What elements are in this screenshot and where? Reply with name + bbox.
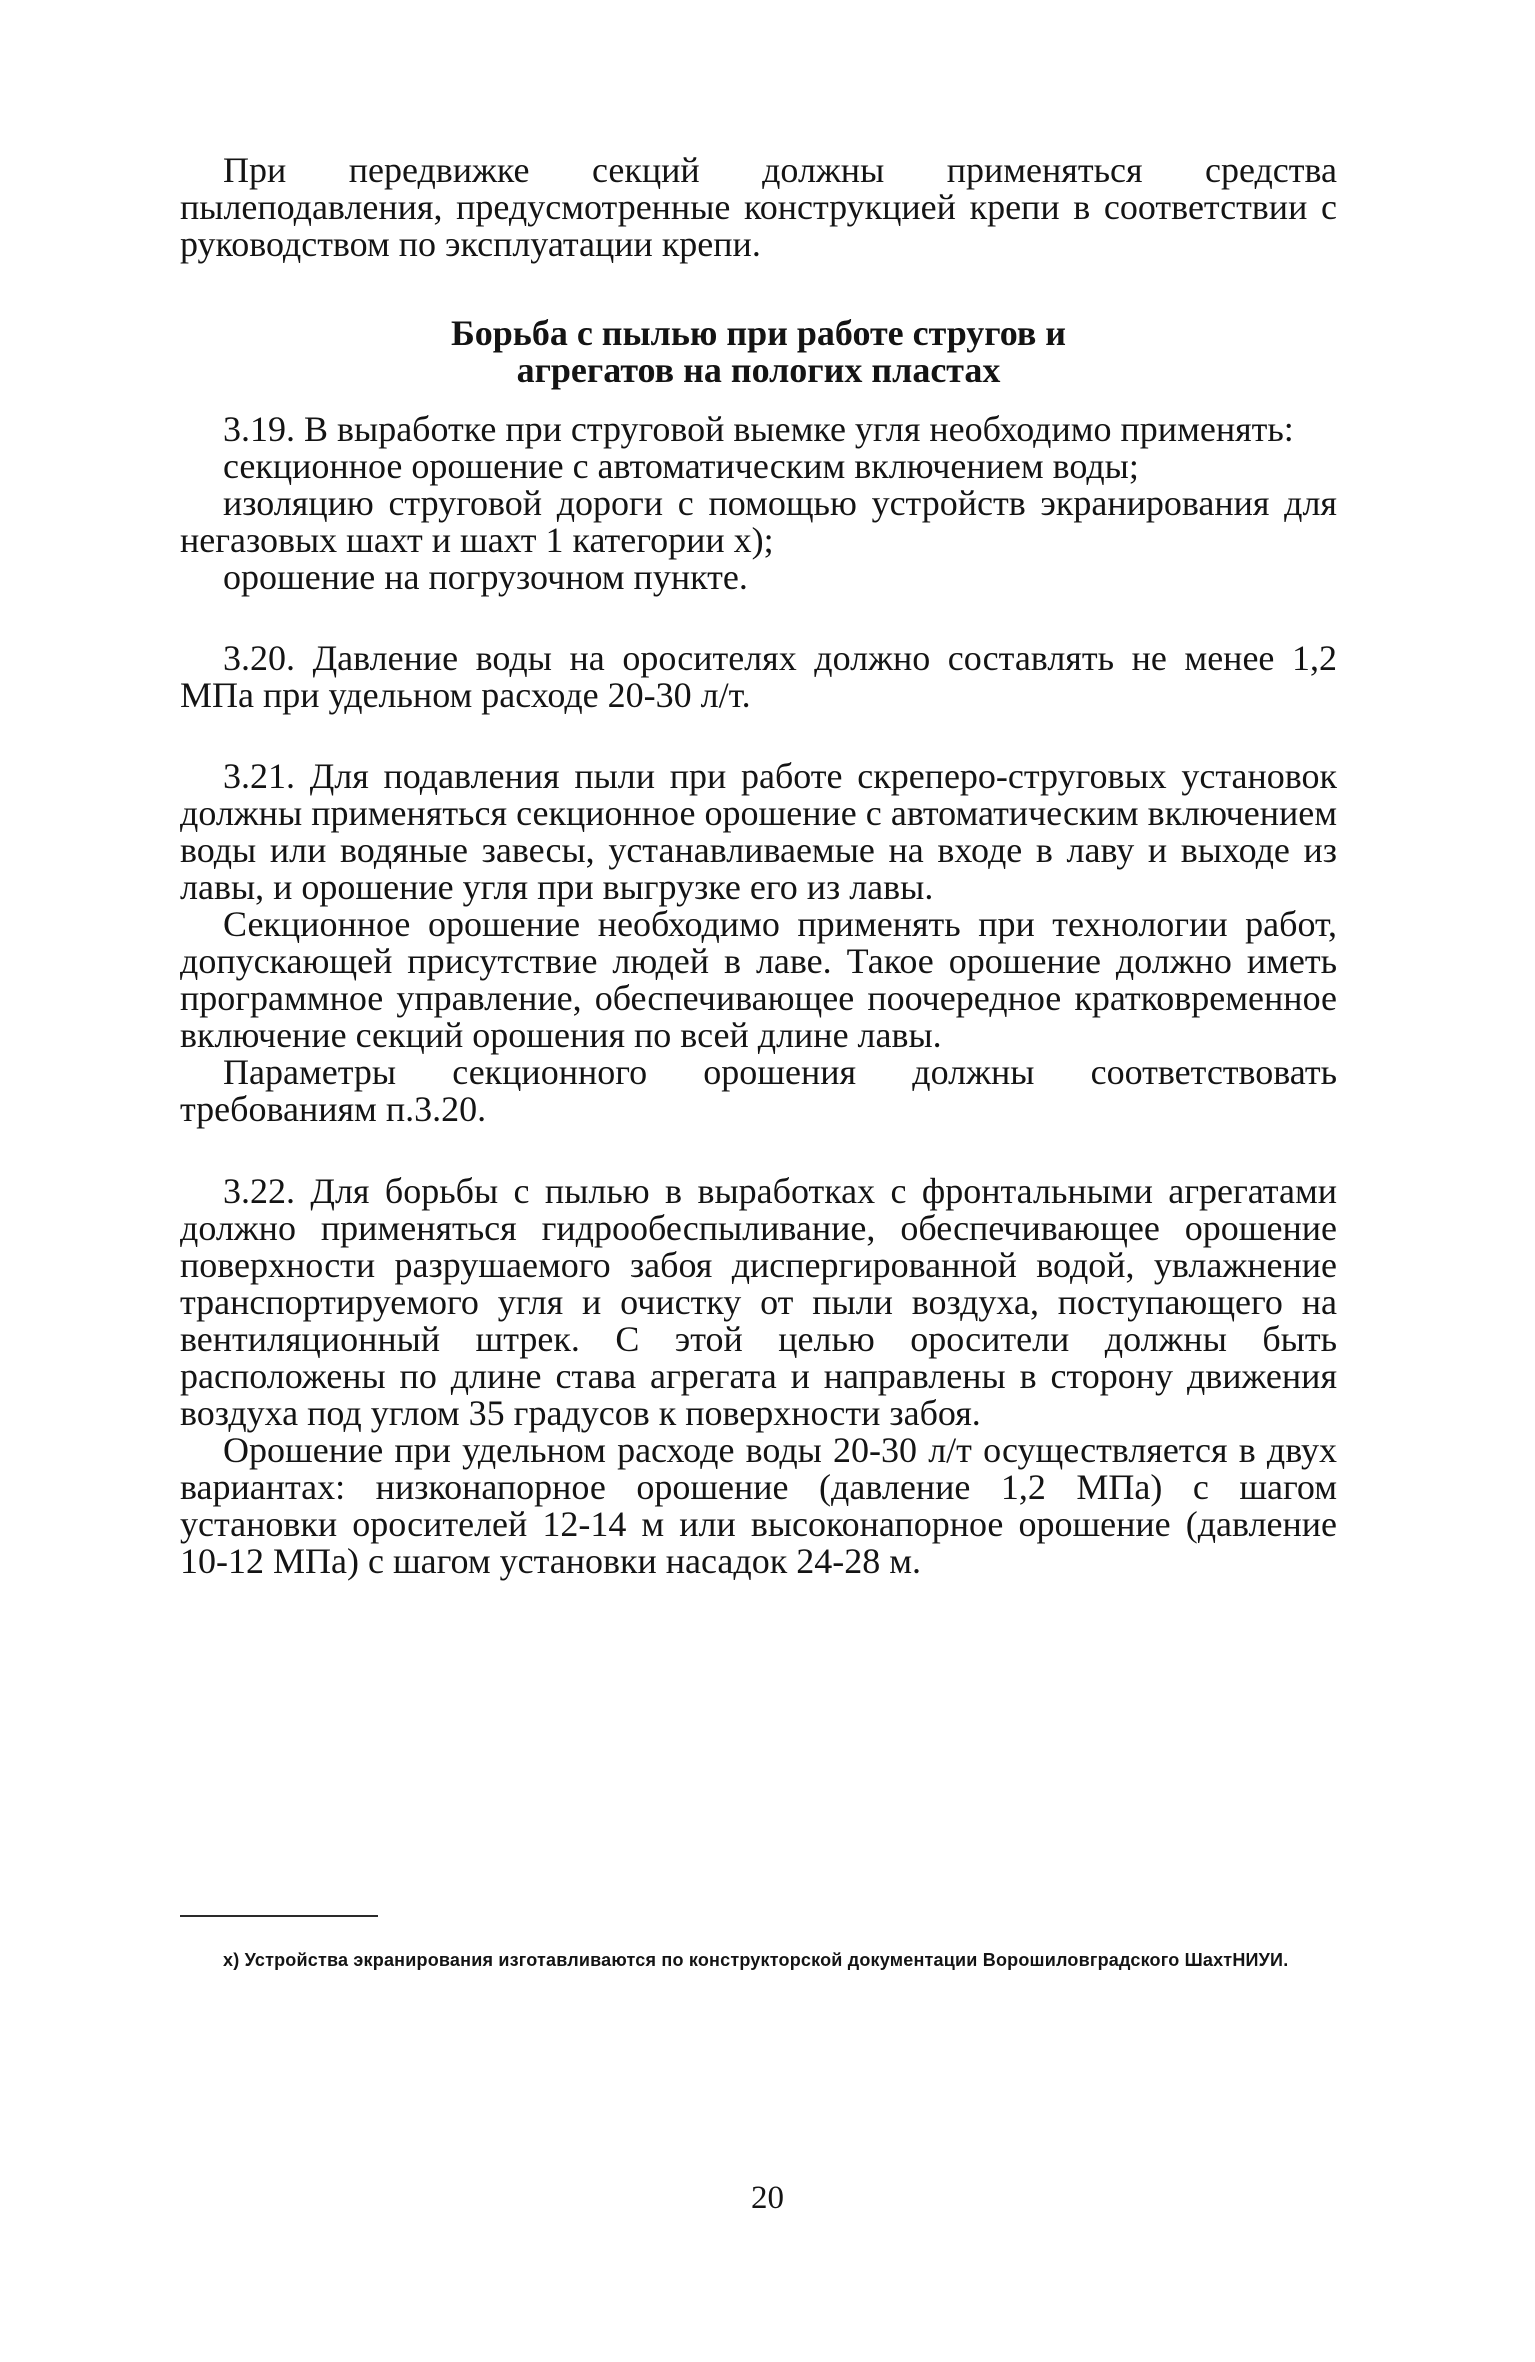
page-number: 20 xyxy=(751,2180,784,2216)
clause-3-19-item: изоляцию струговой дороги с помощью устройств экранирования для негазовых шахт и шахт 1 категории х); xyxy=(180,483,1337,560)
clause-3-22-paragraph-2: Орошение при удельном расходе воды 20-30 л/т осуществляется в двух вариантах: низконапорное орошение (давление 1,2 МПа) с шагом установки оросителей 12-14 м или высоконапорное орошение (давление 10-12 МПа) с шагом установки насадок 24-28 м. xyxy=(180,1430,1337,1581)
main-text xyxy=(180,152,1337,1580)
clause-3-19-item: орошение на погрузочном пункте. xyxy=(223,557,748,597)
clause-3-19-item: секционное орошение с автоматическим включением воды; xyxy=(223,446,1139,486)
section-heading-line-2: агрегатов на пологих пластах xyxy=(516,350,1001,390)
clause-3-21-paragraph-3: Параметры секционного орошения должны соответствовать требованиям п.3.20. xyxy=(180,1052,1337,1129)
clause-3-20: 3.20. Давление воды на оросителях должно составлять не менее 1,2 МПа при удельном расходе 20-30 л/т. xyxy=(180,638,1337,715)
clause-3-21-paragraph-2: Секционное орошение необходимо применять при технологии работ, допускающей присутствие людей в лаве. Такое орошение должно иметь программное управление, обеспечивающее поочередное кратковременное включение секций орошения по всей длине лавы. xyxy=(180,904,1337,1055)
section-heading-line-1: Борьба с пылью при работе стругов и xyxy=(450,313,1067,353)
intro-paragraph: При передвижке секций должны применяться средства пылеподавления, предусмотренные конструкцией крепи в соответствии с руководством по эксплуатации крепи. xyxy=(180,150,1337,264)
footnote: х) Устройства экранирования изготавливаются по конструкторской документации Ворошиловградского ШахтНИУИ. xyxy=(223,1950,1289,1970)
footnote-divider xyxy=(180,1915,378,1917)
clause-3-21-paragraph-1: 3.21. Для подавления пыли при работе скреперо-струговых установок должны применяться секционное орошение с автоматическим включением воды или водяные завесы, устанавливаемые на входе в лаву и выходе из лавы, и орошение угля при выгрузке его из лавы. xyxy=(180,756,1337,907)
clause-3-19-lead: 3.19. В выработке при струговой выемке угля необходимо применять: xyxy=(223,409,1294,449)
section-heading xyxy=(180,315,1337,389)
clause-3-22-paragraph-1: 3.22. Для борьбы с пылью в выработках с фронтальными агрегатами должно применяться гидрообеспыливание, обеспечивающее орошение поверхности разрушаемого забоя диспергированной водой, увлажнение транспортируемого угля и очистку от пыли воздуха, поступающего на вентиляционный штрек. С этой целью оросители должны быть расположены по длине става агрегата и направлены в сторону движения воздуха под углом 35 градусов к поверхности забоя. xyxy=(180,1171,1337,1433)
